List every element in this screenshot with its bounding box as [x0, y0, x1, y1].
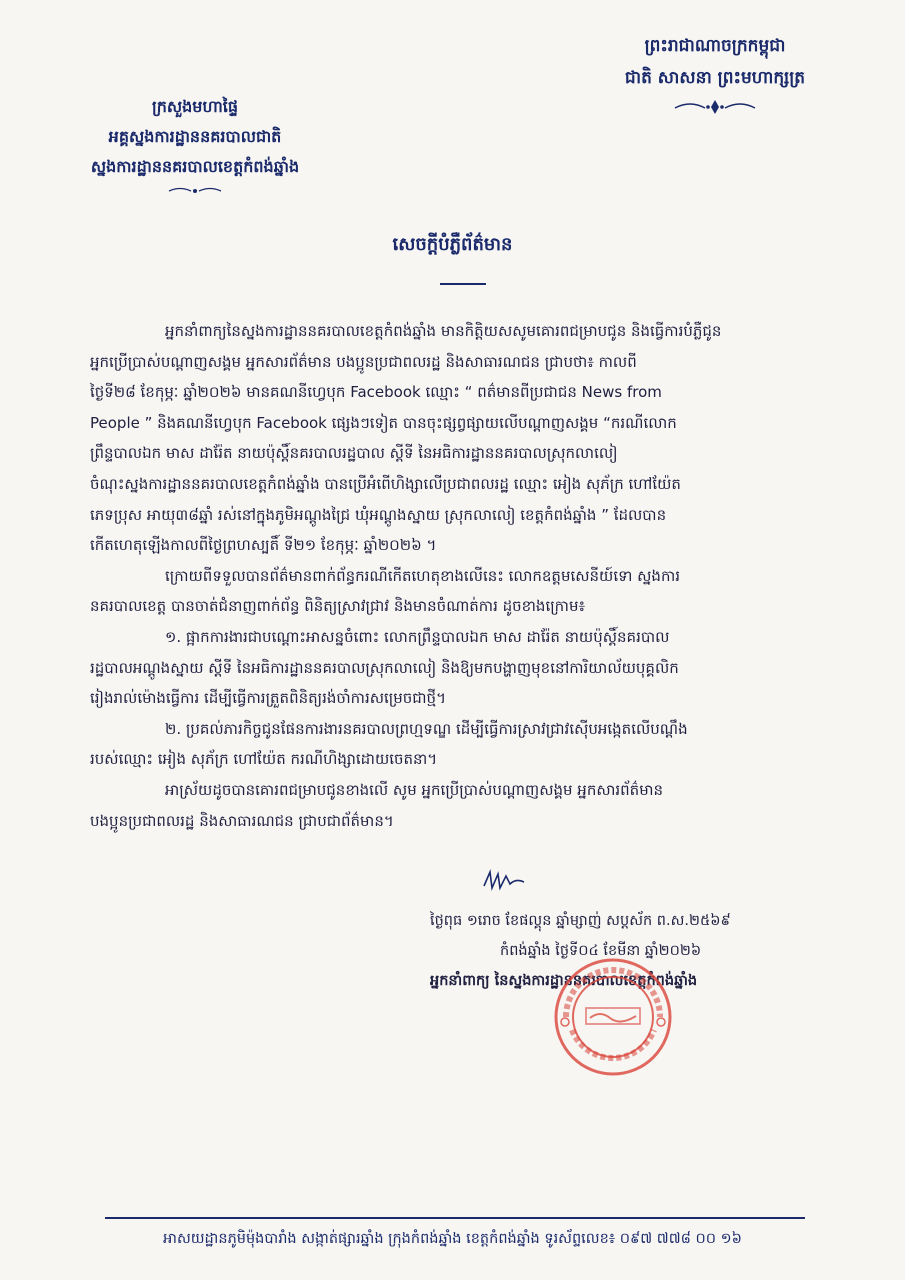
kingdom-title: ព្រះរាជាណាចក្រកម្ពុជា: [644, 36, 786, 56]
body-line: កើតហេតុឡើងកាលពីថ្ងៃព្រហស្បតិ៍ ទី២១ ខែកុម្ភៈ ឆ្នាំ២០២៦ ។: [90, 536, 437, 555]
solar-date: កំពង់ឆ្នាំង ថ្ងៃទី០៤ ខែមីនា ឆ្នាំ២០២៦: [500, 943, 702, 959]
body-line: នគរបាលខេត្ត បានចាត់ជំនាញពាក់ព័ន្ធ ពិនិត្យស្រាវជ្រាវ និងមានចំណាត់ការ ដូចខាងក្រោម៖: [90, 597, 586, 616]
body-line: People ” និងគណនីហ្វេបុក Facebook ផ្សេងៗទៀត បានចុះផ្សព្វផ្សាយលើបណ្ដាញសង្គម “ករណីលោក: [90, 413, 677, 432]
body-line: បងប្អូនប្រជាពលរដ្ឋ និងសាធារណជន ជ្រាបជាព័ត៌មាន។: [90, 811, 394, 830]
document-body: [90, 316, 845, 836]
national-police-name: អគ្គស្នងការដ្ឋាននគរបាលជាតិ: [108, 127, 282, 146]
paragraph-3: [90, 775, 845, 836]
body-line: របស់ឈ្មោះ អៀង សុភ័ក្រ ហៅយ៉ែត ករណីហិង្សាដោយចេតនា។: [90, 750, 438, 769]
body-line: រដ្ឋបាលអណ្ដូងស្នាយ ស្ដីទី នៃអធិការដ្ឋាននគរបាលស្រុកលាលៀ និងឱ្យមកបង្ហាញមុខនៅការិយាល័យបុគ្គលិក: [90, 658, 679, 677]
paragraph-2: [90, 561, 845, 622]
body-line: ថ្ងៃទី២៨ ខែកុម្ភៈ ឆ្នាំ២០២៦ មានគណនីហ្វេបុក Facebook ឈ្មោះ “ ពត៌មានពីប្រជាជន News from: [90, 383, 662, 402]
body-line: ក្រោយពីទទួលបានព័ត៌មានពាក់ព័ន្ធករណីកើតហេតុខាងលើនេះ លោកឧត្តមសេនីយ៍ទោ ស្នងការ: [165, 566, 680, 585]
body-line: ភេទប្រុស អាយុ៣៨ឆ្នាំ រស់នៅក្នុងភូមិអណ្ដូងជ្រៃ ឃុំអណ្ដូងស្នាយ ស្រុកលាលៀ ខេត្តកំពង់ឆ្នាំង ” ដែលបាន: [90, 505, 667, 524]
ministry-name: ក្រសួងមហាផ្ទៃ: [151, 97, 238, 116]
body-line: ២. ប្រគល់ភារកិច្ចជូនផែនការងារនគរបាលព្រហ្មទណ្ឌ ដើម្បីធ្វើការស្រាវជ្រាវស៊ើបអង្កេតលើបណ្ដឹង: [165, 719, 688, 738]
signatory-title: អ្នកនាំពាក្យ នៃស្នងការដ្ឋាននគរបាលខេត្តកំពង់ឆ្នាំង: [430, 973, 698, 989]
footer-divider: [105, 1217, 805, 1219]
footer-address: អាសយដ្ឋានភូមិម៉ុងបារាំង សង្កាត់ផ្សារឆ្នាំង ក្រុងកំពង់ឆ្នាំង ខេត្តកំពង់ឆ្នាំង ទូរស័ព្ទលេខ៖ ០៩៧ ៧៧៨ ០០ ១៦: [163, 1231, 742, 1247]
kingdom-motto: ជាតិ សាសនា ព្រះមហាក្សត្រ: [624, 68, 806, 88]
document-title: សេចក្ដីបំភ្លឺព័ត៌មាន: [392, 234, 513, 255]
body-line: អ្នកនាំពាក្យនៃស្នងការដ្ឋាននគរបាលខេត្តកំពង់ឆ្នាំង មានកិត្តិយសសូមគោរពជម្រាបជូន និងធ្វើការបំភ្លឺជូន: [165, 322, 722, 340]
body-line: ចំណុះស្នងការដ្ឋាននគរបាលខេត្តកំពង់ឆ្នាំង បានប្រើអំពើហិង្សាលើប្រជាពលរដ្ឋ ឈ្មោះ អៀង សុភ័ក្រ ហៅយ៉ែត: [90, 474, 681, 493]
list-item-1: [90, 622, 845, 714]
kingdom-header: [595, 30, 835, 116]
body-line: រៀងរាល់ម៉ោងធ្វើការ ដើម្បីធ្វើការត្រួតពិនិត្យរង់ចាំការសម្រេចជាថ្មី។: [90, 689, 446, 708]
ornament-icon: [670, 98, 760, 116]
lunar-date: ថ្ងៃពុធ ១រោច ខែផល្គុន ឆ្នាំម្សាញ់ សប្តស័ក ព.ស.២៥៦៩: [430, 913, 731, 929]
official-seal: [552, 956, 674, 1078]
ministry-header: [75, 92, 315, 196]
provincial-police-name: ស្នងការដ្ឋាននគរបាលខេត្តកំពង់ឆ្នាំង: [90, 157, 300, 176]
body-line: អាស្រ័យដូចបានគោរពជម្រាបជូនខាងលើ សូម អ្នកប្រើប្រាស់បណ្ដាញសង្គម អ្នកសារព័ត៌មាន: [165, 780, 663, 799]
body-line: ១. ផ្អាកការងារជាបណ្ដោះអាសន្នចំពោះ លោកព្រឹន្ទបាលឯក មាស ដារ៉ែត នាយប៉ុស្តិ៍នគរបាល: [165, 627, 670, 646]
initial-signature-icon: [480, 868, 530, 892]
body-line: អ្នកប្រើប្រាស់បណ្ដាញសង្គម អ្នកសារព័ត៌មាន បងប្អូនប្រជាពលរដ្ឋ និងសាធារណជន ជ្រាបថា៖ កាលពី: [90, 352, 637, 371]
body-line: ព្រឹន្ទបាលឯក មាស ដារ៉ែត នាយប៉ុស្តិ៍នគរបាលរដ្ឋបាល ស្ដីទី នៃអធិការដ្ឋាននគរបាលស្រុកលាលៀ: [90, 444, 618, 463]
paragraph-1: [90, 316, 845, 561]
title-underline: [440, 283, 486, 285]
ornament-small-icon: [165, 184, 225, 196]
list-item-2: [90, 714, 845, 775]
